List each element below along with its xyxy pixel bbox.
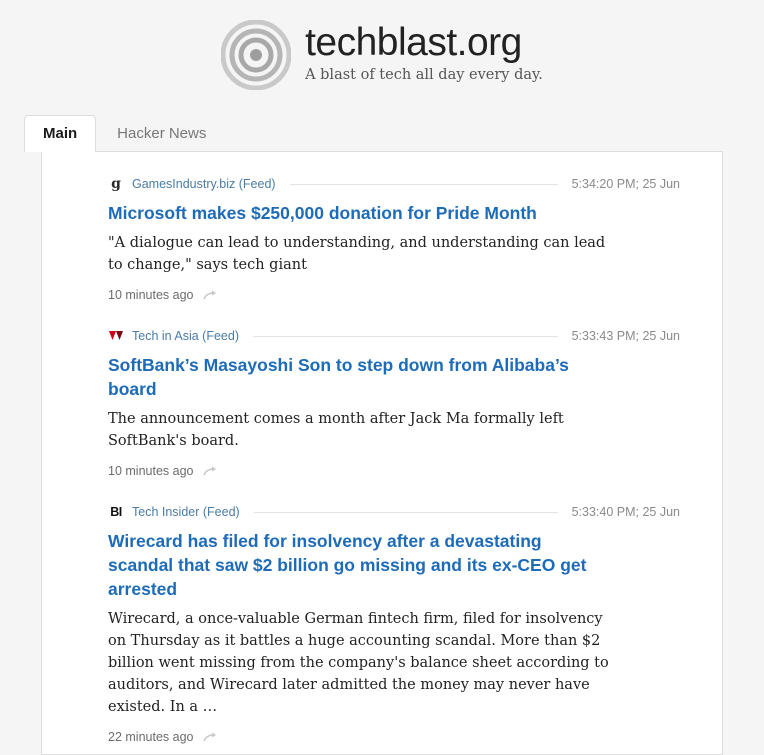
feed-panel (41, 151, 723, 755)
brand-header (221, 18, 543, 90)
item-source[interactable]: GamesIndustry.biz (Feed) (132, 177, 276, 191)
item-meta (108, 328, 680, 344)
divider (290, 184, 558, 185)
item-headline[interactable]: Wirecard has filed for insolvency after a devastating scandal that saw $2 billion go missing and its ex-CEO get arrested (108, 531, 587, 599)
share-arrow-icon[interactable] (203, 731, 218, 743)
share-arrow-icon[interactable] (203, 465, 218, 477)
divider (253, 336, 558, 337)
item-summary: Wirecard, a once-valuable German fintech firm, filed for insolvency on Thursday as it battles a huge accounting scandal. More than $2 billion went missing from the company's balance sheet according to auditors, and Wirecard later admitted the money may never have existed. In a … (108, 611, 609, 715)
list-item (108, 176, 680, 302)
brand-text-block (305, 18, 543, 83)
site-title: techblast.org (305, 21, 522, 64)
item-age: 10 minutes ago (108, 288, 194, 302)
tab-hacker-news[interactable]: Hacker News (117, 125, 207, 142)
item-summary: "A dialogue can lead to understanding, and understanding can lead to change," says tech giant (108, 235, 606, 273)
item-headline[interactable]: Microsoft makes $250,000 donation for Pride Month (108, 203, 537, 223)
share-arrow-icon[interactable] (203, 289, 218, 301)
item-source[interactable]: Tech in Asia (Feed) (132, 329, 239, 343)
feed-list (42, 152, 722, 754)
list-item (108, 328, 680, 478)
site-header (0, 0, 764, 100)
item-meta (108, 504, 680, 520)
item-summary: The announcement comes a month after Jack Ma formally left SoftBank's board. (108, 411, 564, 449)
item-timestamp: 5:33:43 PM; 25 Jun (571, 329, 680, 343)
item-timestamp: 5:33:40 PM; 25 Jun (571, 505, 680, 519)
item-timestamp: 5:34:20 PM; 25 Jun (571, 177, 680, 191)
site-tagline: A blast of tech all day every day. (305, 67, 543, 83)
item-source[interactable]: Tech Insider (Feed) (132, 505, 240, 519)
tabs-wrapper (20, 114, 744, 151)
business-insider-bi-icon: BI (110, 505, 122, 519)
list-item (108, 504, 680, 744)
item-headline[interactable]: SoftBank’s Masayoshi Son to step down from Alibaba’s board (108, 355, 569, 399)
item-footer (108, 464, 680, 478)
item-footer (108, 730, 680, 744)
item-age: 10 minutes ago (108, 464, 194, 478)
tab-main[interactable]: Main (24, 115, 96, 152)
item-age: 22 minutes ago (108, 730, 194, 744)
concentric-circles-target-icon (221, 20, 291, 90)
tech-in-asia-logo-icon (108, 328, 124, 344)
item-meta (108, 176, 680, 192)
item-footer (108, 288, 680, 302)
divider (254, 512, 558, 513)
tab-bar (20, 114, 744, 151)
gamesindustry-g-icon: g (111, 176, 121, 192)
